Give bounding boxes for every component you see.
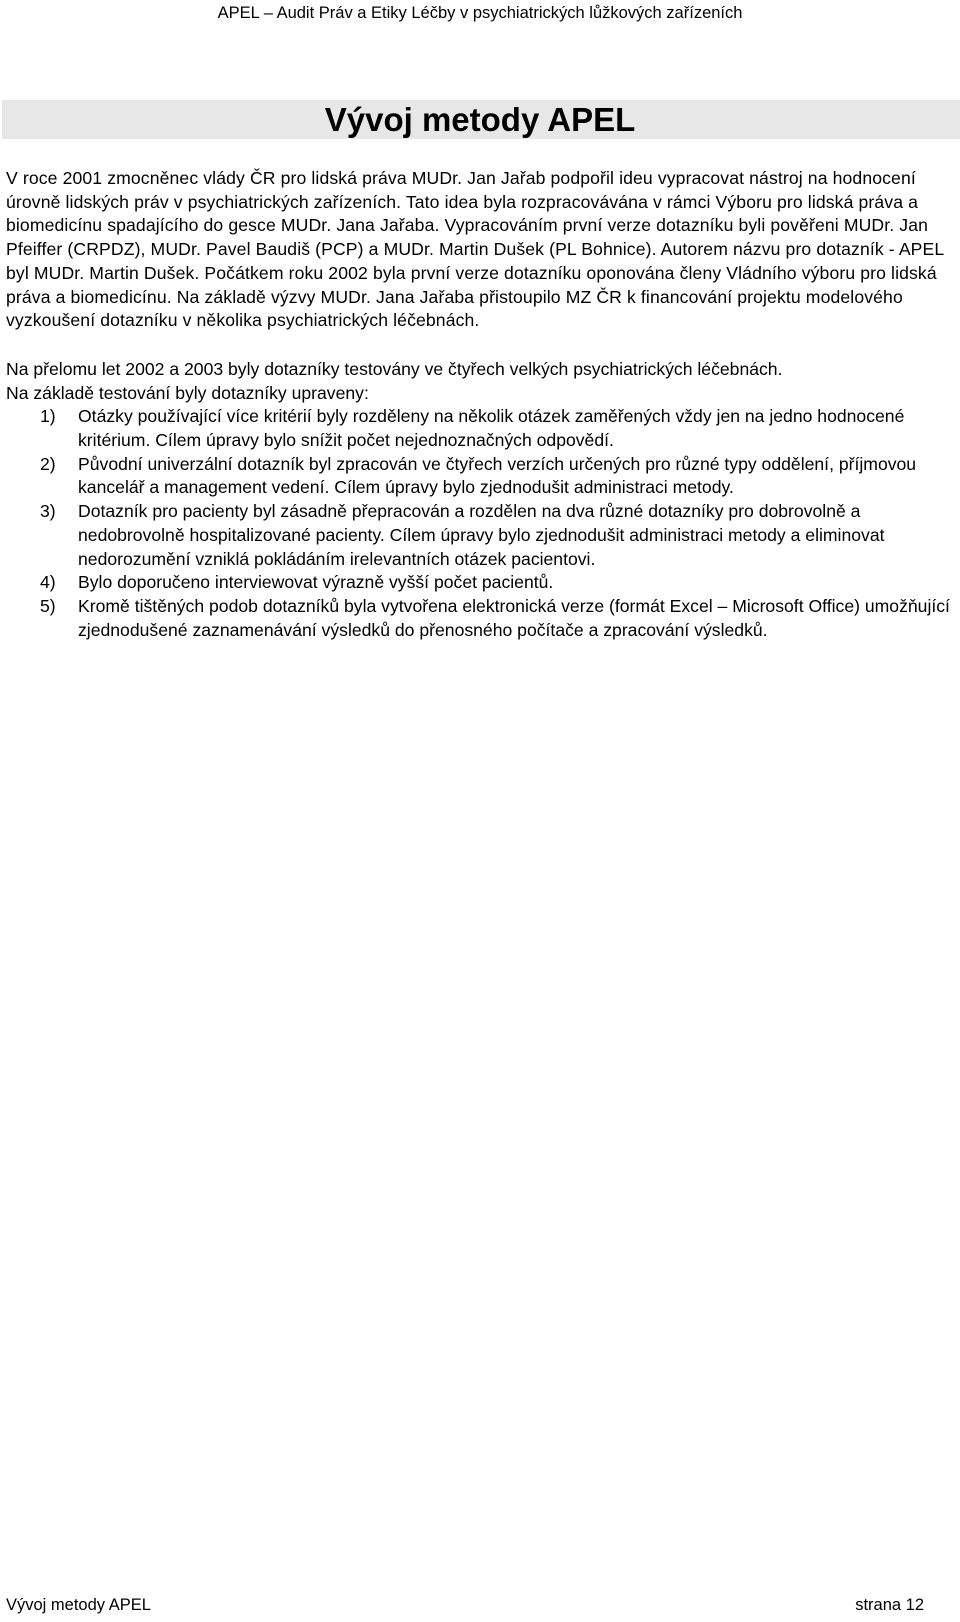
list-item-number: 2)	[40, 453, 56, 474]
list-item-text: Otázky používající více kritérií byly rozděleny na několik otázek zaměřených vždy jen na jedno hodnocené kritérium. Cílem úpravy bylo snížit počet nejednoznačných odpovědí.	[78, 406, 905, 451]
page-title: Vývoj metody APEL	[324, 101, 636, 138]
list-item-number: 4)	[40, 572, 56, 593]
list-item	[6, 405, 956, 452]
footer-page-number: strana 12	[855, 1596, 924, 1614]
footer-section-title: Vývoj metody APEL	[6, 1596, 151, 1614]
list-item	[6, 595, 956, 642]
list-item-text: Dotazník pro pacienty byl zásadně přepracován a rozdělen na dva různé dotazníky pro dobrovolně a nedobrovolně hospitalizované pacienty. Cílem úpravy bylo zjednodušit administraci metody a eliminovat nedorozumění vzniklá pokládáním irelevantních otázek pacientovi.	[78, 501, 885, 569]
paragraph-adjustments-intro: Na základě testování byly dotazníky upraveny:	[6, 382, 369, 403]
running-header: APEL – Audit Práv a Etiky Léčby v psychiatrických lůžkových zařízeních	[217, 4, 743, 22]
list-item-number: 3)	[40, 501, 56, 522]
paragraph-testing: Na přelomu let 2002 a 2003 byly dotazníky testovány ve čtyřech velkých psychiatrických léčebnách.	[6, 358, 783, 379]
document-body	[6, 167, 956, 642]
adjustments-list	[6, 405, 956, 642]
list-item-number: 1)	[40, 406, 56, 427]
paragraph-history: V roce 2001 zmocněnec vlády ČR pro lidská práva MUDr. Jan Jařab podpořil ideu vypracovat nástroj na hodnocení úrovně lidských práv v psychiatrických zařízeních. Tato idea byla rozpracovávána v rámci Výboru pro lidská práva a biomedicínu spadajícího do gesce MUDr. Jana Jařaba. Vypracováním první verze dotazníku byli pověřeni MUDr. Jan Pfeiffer (CRPDZ), MUDr. Pavel Baudiš (PCP) a MUDr. Martin Dušek (PL Bohnice). Autorem názvu pro dotazník - APEL byl MUDr. Martin Dušek. Počátkem roku 2002 byla první verze dotazníku oponována členy Vládního výboru pro lidská práva a biomedicínu. Na základě výzvy MUDr. Jana Jařaba přistoupilo MZ ČR k financování projektu modelového vyzkoušení dotazníku v několika psychiatrických léčebnách.	[6, 168, 944, 331]
list-item-text: Bylo doporučeno interviewovat výrazně vyšší počet pacientů.	[78, 572, 554, 593]
list-item-text: Kromě tištěných podob dotazníků byla vytvořena elektronická verze (formát Excel – Microsoft Office) umožňující zjednodušené zaznamenávání výsledků do přenosného počítače a zpracování výsledků.	[78, 595, 950, 640]
list-item-number: 5)	[40, 595, 56, 616]
list-item	[6, 453, 956, 500]
list-item	[6, 571, 956, 595]
list-item-text: Původní univerzální dotazník byl zpracován ve čtyřech verzích určených pro různé typy oddělení, příjmovou kancelář a management vedení. Cílem úpravy bylo zjednodušit administraci metody.	[78, 453, 917, 498]
list-item	[6, 500, 956, 571]
